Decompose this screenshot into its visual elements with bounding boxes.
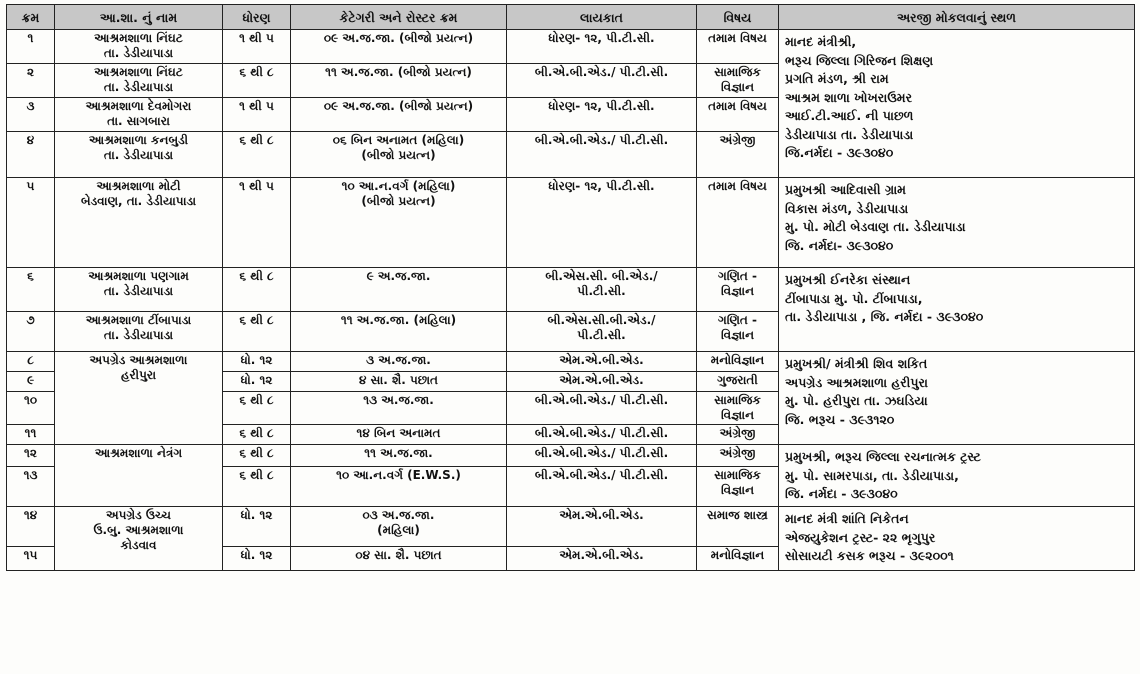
school-name: આશ્રમશાળા મોટી બેડવાણ, તા. ડેડીયાપાડા (55, 178, 223, 268)
subject: મનોવિજ્ઞાન (697, 352, 779, 372)
subject: તમામ વિષય (697, 98, 779, 132)
qualification: બી.એ.બી.એડ./ પી.ટી.સી. (507, 425, 697, 445)
category: ૧૧ અ.જ.જા. (291, 445, 507, 467)
serial-number: ૪ (7, 132, 55, 178)
qualification: એમ.એ.બી.એડ. (507, 507, 697, 547)
serial-number: ૮ (7, 352, 55, 372)
qualification: એમ.એ.બી.એડ. (507, 547, 697, 571)
serial-number: ૧૩ (7, 467, 55, 507)
application-address: પ્રમુખશ્રી ઈનરેકા સંસ્થાન ટીંબાપાડા મુ. પો. ટીંબાપાડા, તા. ડેડીયાપાડા , જિ. નર્મદા - ૩૯૩૦૪૦ (779, 268, 1135, 352)
school-name: આશ્રમશાળા નિંઘટ તા. ડેડીયાપાડા (55, 64, 223, 98)
qualification: બી.એસ.સી. બી.એડ./ પી.ટી.સી. (507, 268, 697, 312)
serial-number: ૧ (7, 30, 55, 64)
standard: ધો. ૧૨ (223, 547, 291, 571)
standard: ૬ થી ૮ (223, 268, 291, 312)
serial-number: ૯ (7, 372, 55, 392)
category: ૧૦ આ.ન.વર્ગ (મહિલા) (બીજો પ્રયત્ન) (291, 178, 507, 268)
subject: અંગ્રેજી (697, 132, 779, 178)
school-name: અપગ્રેડ ઉચ્ચ ઉ.બુ. આશ્રમશાળા કોડવાવ (55, 507, 223, 571)
category: ૪ સા. શૈ. પછાત (291, 372, 507, 392)
standard: ધો. ૧૨ (223, 352, 291, 372)
qualification: એમ.એ.બી.એડ. (507, 352, 697, 372)
standard: ૬ થી ૮ (223, 425, 291, 445)
standard: ધો. ૧૨ (223, 507, 291, 547)
standard: ૬ થી ૮ (223, 445, 291, 467)
school-name: આશ્રમશાળા ટીંબાપાડા તા. ડેડીયાપાડા (55, 312, 223, 352)
table-row (7, 30, 1135, 64)
subject: સમાજ શાસ્ત્ર (697, 507, 779, 547)
header-qualification: લાયકાત (507, 5, 697, 30)
qualification: ધોરણ- ૧૨, પી.ટી.સી. (507, 98, 697, 132)
subject: સામાજિક વિજ્ઞાન (697, 392, 779, 425)
subject: તમામ વિષય (697, 30, 779, 64)
qualification: બી.એ.બી.એડ./ પી.ટી.સી. (507, 392, 697, 425)
category: ૦૯ અ.જ.જા. (બીજો પ્રયત્ન) (291, 30, 507, 64)
qualification: બી.એસ.સી.બી.એડ./ પી.ટી.સી. (507, 312, 697, 352)
table-row (7, 352, 1135, 372)
category: ૧૪ બિન અનામત (291, 425, 507, 445)
header-row (7, 5, 1135, 30)
header-standard: ધોરણ (223, 5, 291, 30)
school-name: અપગ્રેડ આશ્રમશાળા હરીપુરા (55, 352, 223, 445)
qualification: બી.એ.બી.એડ./ પી.ટી.સી. (507, 64, 697, 98)
serial-number: ૧૦ (7, 392, 55, 425)
serial-number: ૩ (7, 98, 55, 132)
serial-number: ૧૫ (7, 547, 55, 571)
serial-number: ૫ (7, 178, 55, 268)
subject: ગણિત - વિજ્ઞાન (697, 312, 779, 352)
subject: સામાજિક વિજ્ઞાન (697, 467, 779, 507)
application-address: માનદ મંત્રીશ્રી, ભરૂચ જિલ્લા ગિરિજન શિક્ષણ પ્રગતિ મંડળ, શ્રી રામ આશ્રમ શાળા ખોખરાઉમર આઈ.ટી.આઈ. ની પાછળ ડેડીયાપાડા તા. ડેડીયાપાડા જિ.નર્મદા - ૩૯૩૦૪૦ (779, 30, 1135, 178)
serial-number: ૨ (7, 64, 55, 98)
table-row (7, 507, 1135, 547)
serial-number: ૧૧ (7, 425, 55, 445)
application-address: પ્રમુખશ્રી આદિવાસી ગ્રામ વિકાસ મંડળ, ડેડીયાપાડા મુ. પો. મોટી બેડવાણ તા. ડેડીયાપાડા જિ. નર્મદા- ૩૯૩૦૪૦ (779, 178, 1135, 268)
subject: મનોવિજ્ઞાન (697, 547, 779, 571)
subject: તમામ વિષય (697, 178, 779, 268)
subject: ગુજરાતી (697, 372, 779, 392)
category: ૧૧ અ.જ.જા. (મહિલા) (291, 312, 507, 352)
standard: ધો. ૧૨ (223, 372, 291, 392)
standard: ૬ થી ૮ (223, 312, 291, 352)
standard: ૬ થી ૮ (223, 392, 291, 425)
header-application-address: અરજી મોકલવાનું સ્થળ (779, 5, 1135, 30)
qualification: બી.એ.બી.એડ./ પી.ટી.સી. (507, 467, 697, 507)
standard: ૬ થી ૮ (223, 132, 291, 178)
serial-number: ૧૨ (7, 445, 55, 467)
serial-number: ૬ (7, 268, 55, 312)
school-name: આશ્રમશાળા પણગામ તા. ડેડીયાપાડા (55, 268, 223, 312)
application-address: પ્રમુખશ્રી, ભરૂચ જિલ્લા રચનાત્મક ટ્રસ્ટ મુ. પો. સામરપાડા, તા. ડેડીયાપાડા, જિ. નર્મદા - ૩૯૩૦૪૦ (779, 445, 1135, 507)
qualification: બી.એ.બી.એડ./ પી.ટી.સી. (507, 445, 697, 467)
header-school-name: આ.શા. નું નામ (55, 5, 223, 30)
standard: ૧ થી ૫ (223, 98, 291, 132)
serial-number: ૧૪ (7, 507, 55, 547)
subject: અંગ્રેજી (697, 445, 779, 467)
school-name: આશ્રમશાળા દેવમોગરા તા. સાગબારા (55, 98, 223, 132)
header-category-roster: કેટેગરી અને રોસ્ટર ક્રમ (291, 5, 507, 30)
category: ૯ અ.જ.જા. (291, 268, 507, 312)
table-row (7, 178, 1135, 268)
header-subject: વિષય (697, 5, 779, 30)
subject: સામાજિક વિજ્ઞાન (697, 64, 779, 98)
header-sr: ક્રમ (7, 5, 55, 30)
category: ૧૦ આ.ન.વર્ગ (E.W.S.) (291, 467, 507, 507)
serial-number: ૭ (7, 312, 55, 352)
school-name: આશ્રમશાળા કનબુડી તા. ડેડીયાપાડા (55, 132, 223, 178)
subject: અંગ્રેજી (697, 425, 779, 445)
standard: ૧ થી ૫ (223, 178, 291, 268)
category: ૦૯ અ.જ.જા. (બીજો પ્રયત્ન) (291, 98, 507, 132)
standard: ૬ થી ૮ (223, 467, 291, 507)
school-name: આશ્રમશાળા નેત્રંગ (55, 445, 223, 507)
table-row (7, 268, 1135, 312)
category: ૦૬ બિન અનામત (મહિલા) (બીજો પ્રયત્ન) (291, 132, 507, 178)
application-address: માનદ મંત્રી શાંતિ નિકેતન એજયુકેશન ટ્રસ્ટ- ૨૨ ભૃગુપુર સોસાયટી કસક ભરૂચ - ૩૯૨૦૦૧ (779, 507, 1135, 571)
qualification: ધોરણ- ૧૨, પી.ટી.સી. (507, 30, 697, 64)
category: ૩ અ.જ.જા. (291, 352, 507, 372)
recruitment-table (6, 4, 1135, 571)
qualification: ધોરણ- ૧૨, પી.ટી.સી. (507, 178, 697, 268)
category: ૦૪ સા. શૈ. પછાત (291, 547, 507, 571)
qualification: એમ.એ.બી.એડ. (507, 372, 697, 392)
subject: ગણિત - વિજ્ઞાન (697, 268, 779, 312)
category: ૦૩ અ.જ.જા. (મહિલા) (291, 507, 507, 547)
category: ૧૧ અ.જ.જા. (બીજો પ્રયત્ન) (291, 64, 507, 98)
standard: ૧ થી ૫ (223, 30, 291, 64)
table-row (7, 445, 1135, 467)
qualification: બી.એ.બી.એડ./ પી.ટી.સી. (507, 132, 697, 178)
standard: ૬ થી ૮ (223, 64, 291, 98)
application-address: પ્રમુખશ્રી/ મંત્રીશ્રી શિવ શકિત અપગ્રેડ આશ્રમશાળા હરીપુરા મુ. પો. હરીપુરા તા. ઝઘડિયા જિ. ભરૂચ - ૩૯૩૧૨૦ (779, 352, 1135, 445)
school-name: આશ્રમશાળા નિંઘટ તા. ડેડીયાપાડા (55, 30, 223, 64)
category: ૧૩ અ.જ.જા. (291, 392, 507, 425)
